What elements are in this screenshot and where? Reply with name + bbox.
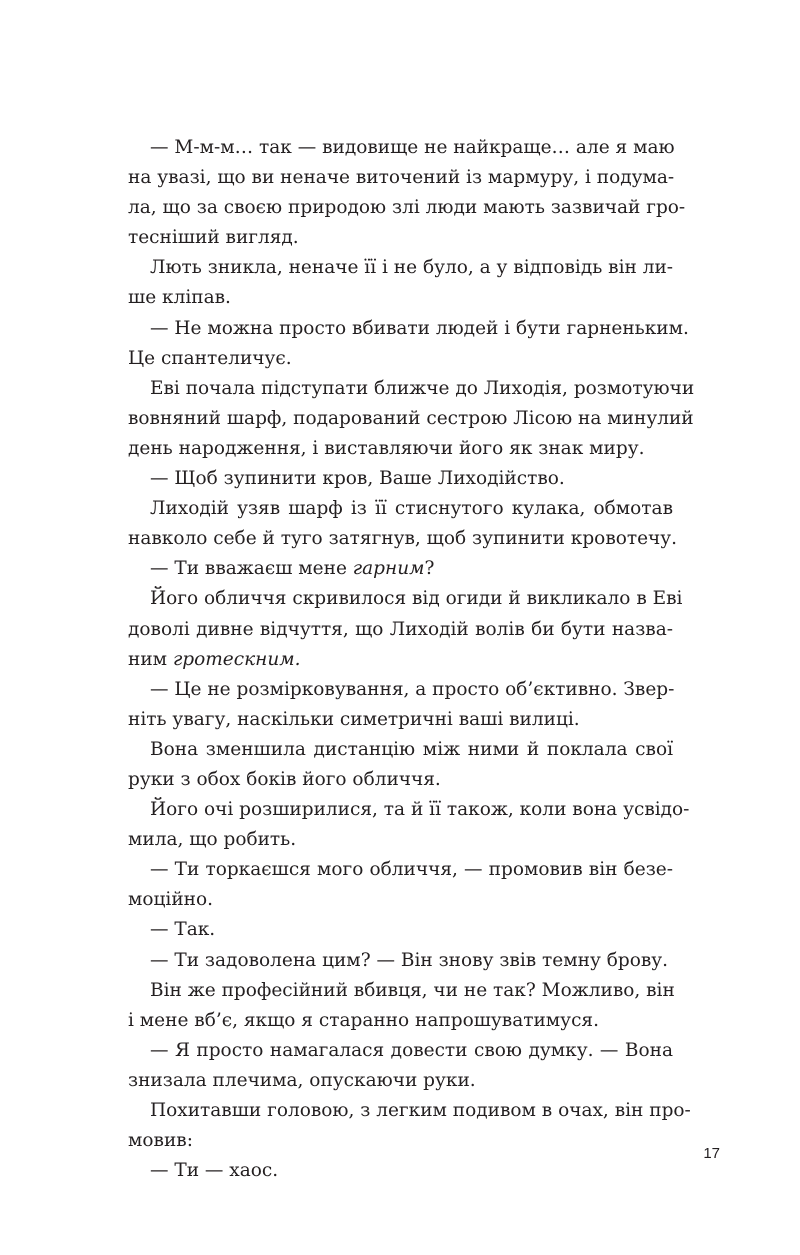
text-line: знизала плечима, опускаючи руки. <box>128 1069 476 1091</box>
text-line: — М-м-м… так — видовище не найкраще… але я маю <box>150 137 675 158</box>
text-line: мила, що робить. <box>128 829 297 851</box>
emphasis-text: гротескним. <box>172 648 301 670</box>
text-line: руки з обох боків його обличчя. <box>128 768 441 790</box>
page-text <box>128 133 695 1186</box>
text-line <box>128 554 673 584</box>
text-line: доволі дивне відчуття, що Лиходій волів би бути назва- <box>128 618 673 640</box>
text-line: на увазі, що ви неначе виточений із мармуру, і подума- <box>128 167 675 189</box>
text-line: Його очі розширилися, та й її також, коли вона усвідо- <box>150 799 690 821</box>
text-line: мовив: <box>128 1130 193 1152</box>
text-run: ним <box>128 648 173 670</box>
page-number: 17 <box>703 1145 720 1162</box>
text-line: навколо себе й туго затягнув, щоб зупинити кровотечу. <box>128 528 678 550</box>
text-line: день народження, і виставляючи його як знак миру. <box>128 437 645 459</box>
text-line: — Так. <box>150 919 216 941</box>
text-line: — Ти торкаєшся мого обличчя, — промовив він безе- <box>150 859 673 881</box>
text-line: Лиходій узяв шарф із її стиснутого кулака, обмотав <box>150 498 673 520</box>
text-line: Лють зникла, неначе її і не було, а у відповідь він ли- <box>150 257 674 279</box>
text-line: Це спантеличує. <box>128 347 292 369</box>
text-line: Його обличчя скривилося від огиди й викликало в Еві <box>150 588 683 610</box>
text-line: Похитавши головою, з легким подивом в очах, він про- <box>150 1100 691 1121</box>
text-line: вовняний шарф, подарований сестрою Лісою на минулий <box>128 407 694 429</box>
text-line: ше кліпав. <box>128 287 231 309</box>
text-line: — Ти — хаос. <box>150 1160 279 1182</box>
text-line: і мене вб’є, якщо я старанно напрошуватимуся. <box>128 1009 599 1031</box>
text-run: ? <box>424 558 435 580</box>
text-line: моційно. <box>128 889 214 911</box>
text-line: — Ти задоволена цим? — Він знову звів темну брову. <box>150 949 669 971</box>
text-line <box>128 645 673 675</box>
text-run: — Ти вважаєш мене <box>150 558 353 580</box>
text-line: Він же професійний вбивця, чи не так? Можливо, він <box>150 979 675 1001</box>
text-line: теснiший вигляд. <box>128 227 299 249</box>
text-line: — Це не розмірковування, а просто об’єктивно. Звер- <box>150 678 675 700</box>
text-line: — Щоб зупинити кров, Ваше Лиходійство. <box>150 468 565 490</box>
text-line: — Не можна просто вбивати людей і бути гарненьким. <box>150 317 689 339</box>
text-line: ла, що за своєю природою злі люди мають зазвичай гро- <box>128 197 686 219</box>
text-line: — Я просто намагалася довести свою думку. — Вона <box>150 1039 673 1061</box>
emphasis-text: гарним <box>352 558 425 580</box>
text-line: ніть увагу, наскільки симетричні ваші вилиці. <box>128 708 580 730</box>
text-line: Еві почала підступати ближче до Лиходія, розмотуючи <box>150 377 695 399</box>
text-line: Вона зменшила дистанцію між ними й поклала свої <box>150 738 673 760</box>
